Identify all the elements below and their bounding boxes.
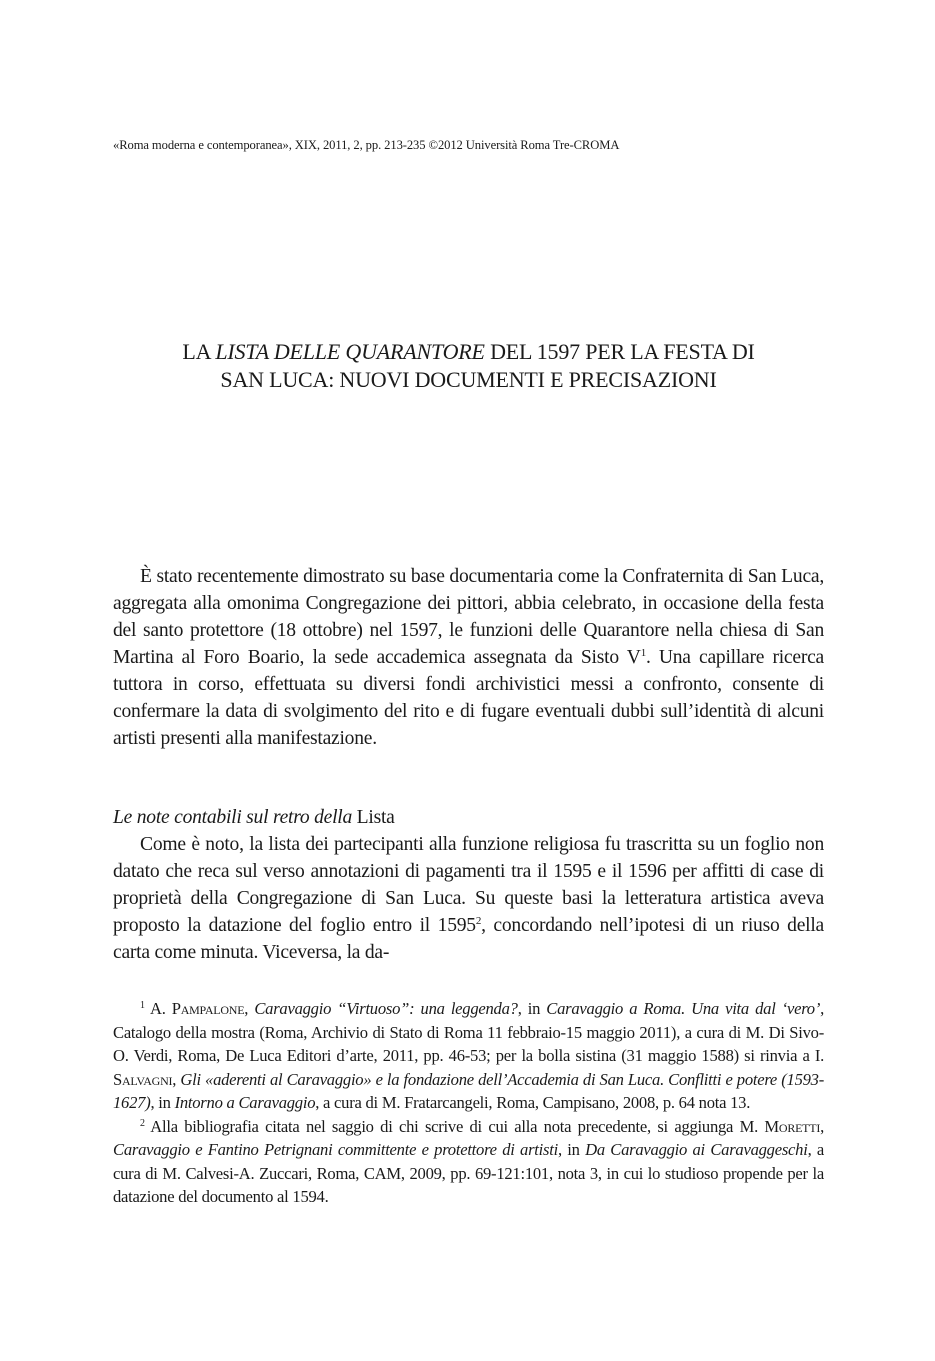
cited-title: Caravaggio a Roma. Una vita dal ‘vero’ [546,999,821,1018]
title-line-1 [113,338,824,366]
body-paragraph-2 [113,831,824,966]
author-name: Pampalone [171,999,245,1018]
footnote-number: 1 [140,1000,145,1011]
footnote-text: , in [517,999,547,1018]
footnotes [113,997,824,1209]
footnote-text: , Catalogo della mostra (Roma, Archivio di Stato di Roma 11 febbraio-15 maggio 2011), a cura di M. Di Sivo-O. Verdi, Roma, De Luca Editori d’arte, 2011, pp. 46-53; per la bolla sistina (31 maggio 1588) si rinvia a I. [113,999,825,1065]
footnote-text: , [820,1116,824,1136]
running-head: «Roma moderna e contemporanea», XIX, 2011, 2, pp. 213-235 ©2012 Università Roma Tre-CROMA [113,138,620,152]
cited-title: Da Caravaggio ai Caravaggeschi [585,1140,808,1159]
cited-title: Caravaggio e Fantino Petrignani committente e protettore di artisti [113,1140,558,1159]
subheading-roman: Lista [352,807,395,828]
footnote-text: , a cura di M. Fratarcangeli, Roma, Campisano, 2008, p. 64 nota 13. [315,1093,751,1112]
author-name: Salvagni [113,1069,173,1089]
footnote-text: , [172,1069,181,1089]
paragraph-text: . Una capillare ricerca tuttora in corso, effettuata su diversi fondi archivistici messi a confronto, consente di confermare la data di svolgimento del rito e di fugare eventuali dubbi sull’identità di alcuni artisti presenti alla manifestazione. [113,647,824,749]
footnote-text: Alla bibliografia citata nel saggio di chi scrive di cui alla nota precedente, si aggiunga M. [144,1116,765,1136]
subheading-italic: Le note contabili sul retro della [113,807,353,828]
title-suffix: DEL 1597 PER LA FESTA DI [484,339,755,364]
cited-title: Intorno a Caravaggio [174,1093,316,1112]
footnote-1 [113,997,824,1115]
footnote-ref-2[interactable]: 2 [475,915,482,927]
footnote-text: , [244,999,255,1018]
title-italic: LISTA DELLE QUARANTORE [215,339,485,364]
paragraph-text: Come è noto, la lista dei partecipanti alla funzione religiosa fu trascritta su un foglio non datato che reca sul verso annotazioni di pagamenti tra il 1595 e il 1596 per affitti di case di proprietà della Congregazione di San Luca. Su queste basi la letteratura artistica aveva proposto la datazione del foglio entro il 1595 [113,834,824,936]
cited-title: Caravaggio “Virtuoso”: una leggenda? [254,999,518,1018]
footnote-number: 2 [140,1117,145,1129]
footnote-text: , in [557,1140,586,1159]
article-title [113,338,824,394]
title-prefix: LA [182,339,216,364]
footnote-2 [113,1115,824,1209]
author-name: Moretti [764,1116,821,1136]
footnote-ref-1[interactable]: 1 [640,647,646,659]
cited-title: Gli «aderenti al Caravaggio» e la fondazione dell’Accademia di San Luca. Conflitti e potere (1593-1627) [113,1069,824,1112]
paragraph-text: È stato recentemente dimostrato su base documentaria come la Confraternita di San Luca, aggregata alla omonima Congregazione dei pittori, abbia celebrato, in occasione della festa del santo protettore (18 ottobre) nel 1597, le funzioni delle Quarantore nella chiesa di San Martina al Foro Boario, la sede accademica assegnata da Sisto V [113,566,824,668]
body-paragraph-1 [113,563,824,752]
footnote-text: A. [144,999,172,1018]
footnote-text: , in [150,1093,175,1112]
title-line-2: SAN LUCA: NUOVI DOCUMENTI E PRECISAZIONI [220,367,717,392]
footnote-text: , a cura di M. Calvesi-A. Zuccari, Roma, CAM, 2009, pp. 69-121:101, nota 3, in cui lo studioso propende per la datazione del documento al 1594. [113,1140,824,1206]
section-subheading [113,804,395,831]
paragraph-text: , concordando nell’ipotesi di un riuso della carta come minuta. Viceversa, la da- [113,915,824,963]
